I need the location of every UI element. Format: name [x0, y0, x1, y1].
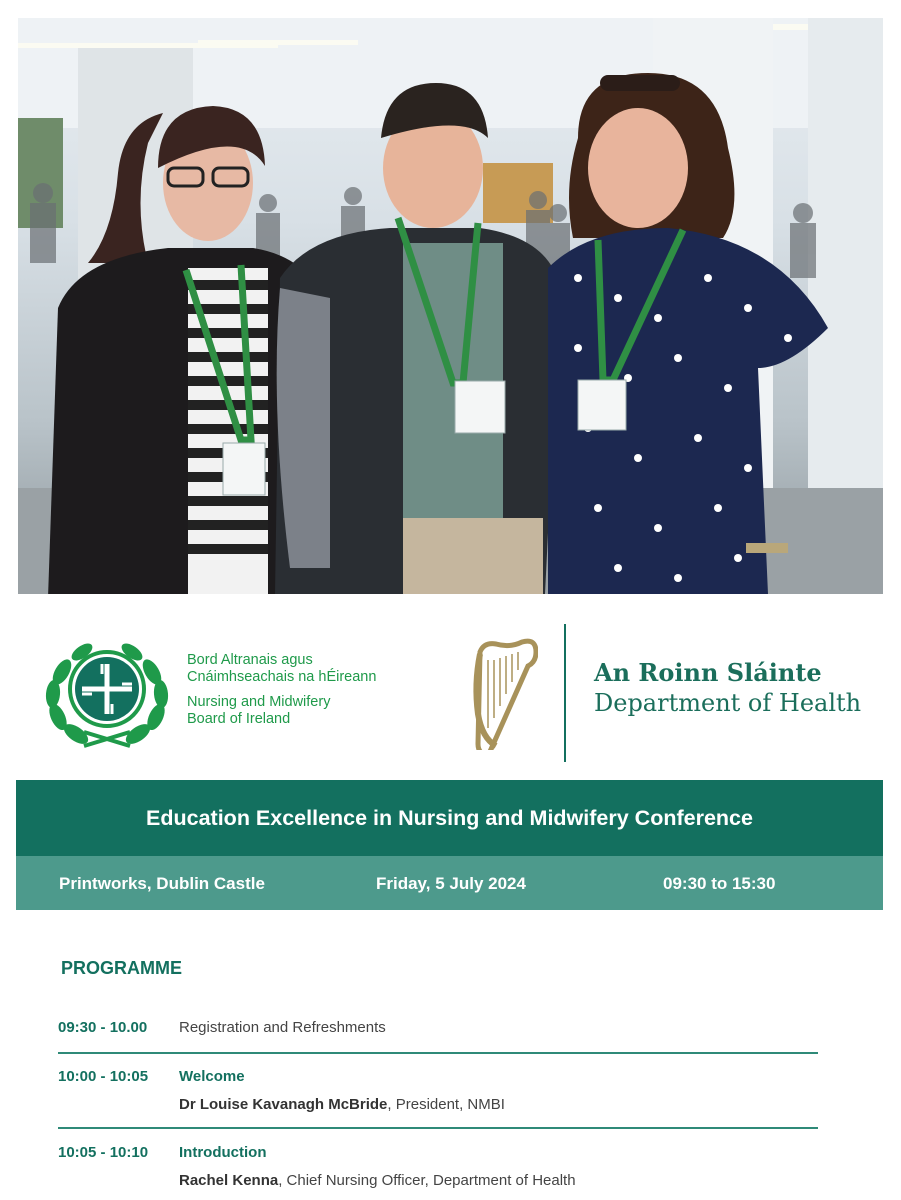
nmbi-emblem-icon [44, 634, 170, 752]
programme-heading: PROGRAMME [61, 958, 182, 978]
speaker-name: Rachel Kenna [179, 1172, 279, 1189]
programme-item-time: 10:00 - 10:05 [58, 1068, 149, 1085]
venue-text: Printworks, Dublin Castle [59, 874, 265, 893]
programme-item-title: Registration and Refreshments [179, 1019, 386, 1036]
programme-item-time: 10:05 - 10:10 [58, 1144, 149, 1161]
time-text: 09:30 to 15:30 [663, 874, 776, 893]
nmbi-line-3: Nursing and Midwifery [187, 694, 331, 710]
doh-line-1: An Roinn Sláinte [594, 658, 822, 687]
programme-divider [58, 1052, 818, 1054]
programme-item-speaker [179, 1172, 576, 1189]
conference-title-banner [16, 780, 883, 856]
programme-item-title: Welcome [179, 1068, 245, 1085]
doh-line-2: Department of Health [594, 689, 862, 717]
programme-item-title: Introduction [179, 1144, 267, 1161]
conference-photo [18, 18, 883, 594]
nmbi-line-1: Bord Altranais agus [187, 652, 313, 668]
doh-name [594, 658, 861, 718]
conference-details-banner [16, 856, 883, 910]
logo-divider [564, 624, 566, 762]
speaker-role: , Chief Nursing Officer, Department of Health [278, 1172, 576, 1189]
nmbi-name [187, 652, 447, 728]
logo-row [0, 600, 901, 780]
speaker-role: , President, NMBI [387, 1096, 505, 1113]
programme-divider [58, 1127, 818, 1129]
nmbi-line-4: Board of Ireland [187, 711, 291, 727]
speaker-name: Dr Louise Kavanagh McBride [179, 1096, 388, 1113]
date-text: Friday, 5 July 2024 [376, 874, 526, 893]
programme-item-speaker [179, 1096, 505, 1113]
programme-item-time: 09:30 - 10.00 [58, 1019, 148, 1036]
harp-icon [468, 638, 538, 750]
nmbi-line-2: Cnáimhseachais na hÉireann [187, 669, 377, 685]
group-photo-illustration [18, 18, 883, 594]
conference-title: Education Excellence in Nursing and Midwifery Conference [146, 805, 753, 830]
